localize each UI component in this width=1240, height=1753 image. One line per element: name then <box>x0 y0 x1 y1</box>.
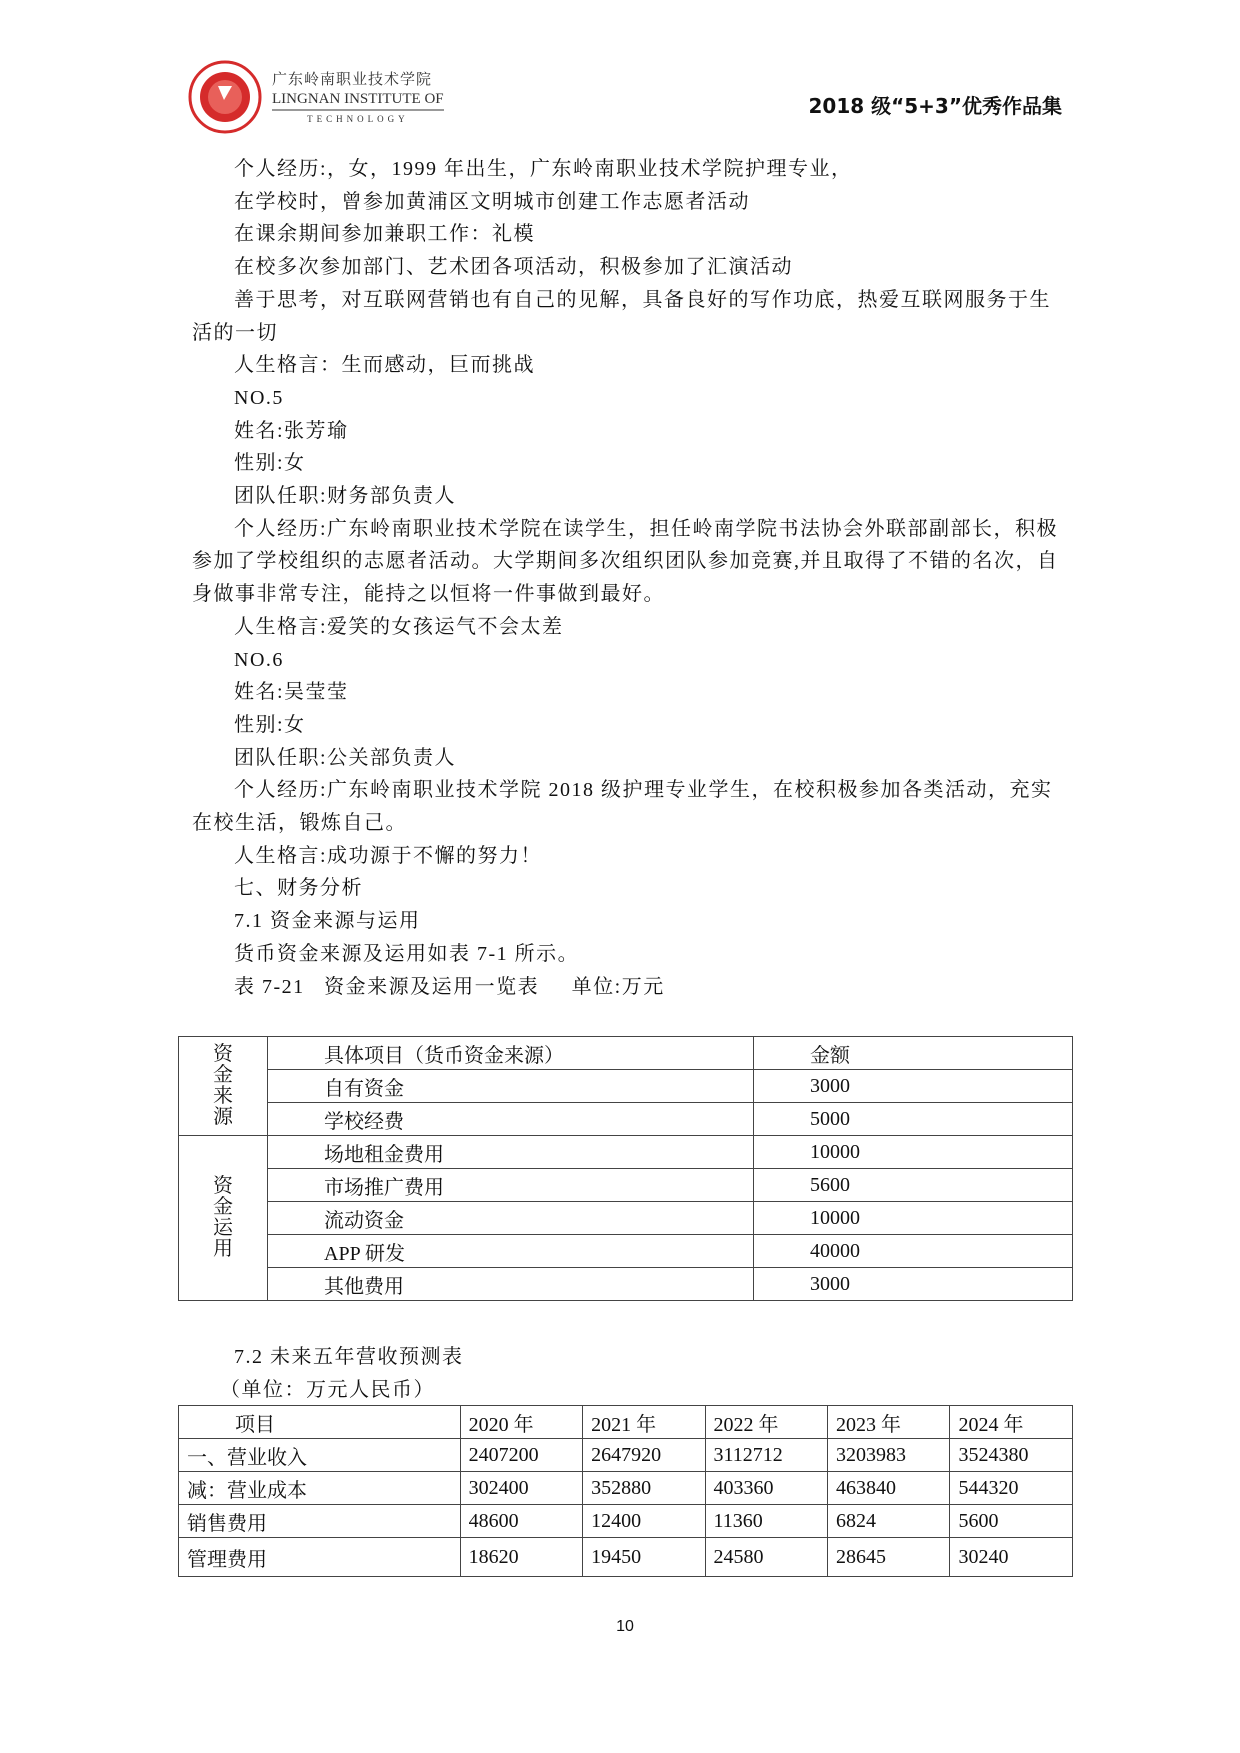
table-cell: 2407200 <box>460 1439 582 1472</box>
table-row <box>179 1070 1073 1103</box>
institute-name-cn: 广东岭南职业技术学院 <box>272 70 433 88</box>
paragraph: 团队任职:公关部负责人 <box>234 746 457 769</box>
table-cell: 544320 <box>950 1472 1073 1505</box>
table-header-cell: 2022 年 <box>705 1406 827 1439</box>
table-cell: 10000 <box>754 1202 1073 1235</box>
paragraph: 人生格言:爱笑的女孩运气不会太差 <box>234 615 564 638</box>
table-cell: 302400 <box>460 1472 582 1505</box>
table-header-cell: 具体项目（货币资金来源） <box>268 1037 754 1070</box>
paragraph: 个人经历:，女，1999 年出生，广东岭南职业技术学院护理专业， <box>234 158 853 180</box>
table-cell: 403360 <box>705 1472 827 1505</box>
table-cell: 3112712 <box>705 1439 827 1472</box>
paragraph: 个人经历:广东岭南职业技术学院在读学生，担任岭南学院书法协会外联部副部长，积极参加了学校组织的志愿者活动。大学期间多次组织团队参加竞赛,并且取得了不错的名次，自身做事非常专注，能持之以恒将一件事做到最好。 <box>192 517 1059 606</box>
revenue-forecast-table <box>178 1405 1073 1577</box>
institute-name <box>272 68 444 124</box>
table-header-cell: 2021 年 <box>583 1406 705 1439</box>
table-row <box>179 1268 1073 1301</box>
table-cell: 18620 <box>460 1538 582 1577</box>
paragraph: NO.6 <box>234 648 284 671</box>
header-title: 2018 级“5+3”优秀作品集 <box>808 94 1062 118</box>
paragraph: 性别:女 <box>234 713 306 736</box>
table-cell: 40000 <box>754 1235 1073 1268</box>
table-cell: 19450 <box>583 1538 705 1577</box>
institute-name-en: LINGNAN INSTITUTE OF <box>272 91 444 111</box>
table-cell: 28645 <box>828 1538 950 1577</box>
paragraph: 在校多次参加部门、艺术团各项活动，积极参加了汇演活动 <box>234 256 793 279</box>
table-cell: 2647920 <box>583 1439 705 1472</box>
table-cell: 24580 <box>705 1538 827 1577</box>
group-label-use <box>179 1136 268 1301</box>
table-row <box>179 1538 1073 1577</box>
table-row <box>179 1202 1073 1235</box>
table-header-cell: 2023 年 <box>828 1406 950 1439</box>
table-cell: 流动资金 <box>268 1202 754 1235</box>
table-cell: 场地租金费用 <box>268 1136 754 1169</box>
subsection-heading: 7.1 资金来源与运用 <box>234 910 421 933</box>
subsection-heading-7-2: 7.2 未来五年营收预测表 <box>234 1346 464 1368</box>
table-cell: 其他费用 <box>268 1268 754 1301</box>
group-label-source <box>179 1037 268 1136</box>
table-row <box>179 1103 1073 1136</box>
table-cell: 销售费用 <box>179 1505 461 1538</box>
group-source-text: 资金来源 <box>213 1043 233 1128</box>
table-cell: 市场推广费用 <box>268 1169 754 1202</box>
document-body <box>192 153 1062 1003</box>
table-cell: 463840 <box>828 1472 950 1505</box>
table-row <box>179 1505 1073 1538</box>
table-cell: 3000 <box>754 1070 1073 1103</box>
page-number: 10 <box>616 1618 634 1635</box>
paragraph: 姓名:张芳瑜 <box>234 419 349 442</box>
table-cell: 管理费用 <box>179 1538 461 1577</box>
table-cell: 5000 <box>754 1103 1073 1136</box>
section-heading: 七、财务分析 <box>234 877 363 900</box>
table-cell: 5600 <box>754 1169 1073 1202</box>
paragraph: 在课余期间参加兼职工作：礼模 <box>234 223 535 246</box>
table-cell: 一、营业收入 <box>179 1439 461 1472</box>
table-cell: 3524380 <box>950 1439 1073 1472</box>
table-cell: 5600 <box>950 1505 1073 1538</box>
table-cell: 3203983 <box>828 1439 950 1472</box>
institute-logo <box>188 60 262 134</box>
table-header-cell: 2020 年 <box>460 1406 582 1439</box>
table-cell: APP 研发 <box>268 1235 754 1268</box>
paragraph: 性别:女 <box>234 452 306 475</box>
paragraph: 个人经历:广东岭南职业技术学院 2018 级护理专业学生，在校积极参加各类活动，充实在校生活，锻炼自己。 <box>192 779 1053 835</box>
table-row <box>179 1169 1073 1202</box>
paragraph: 货币资金来源及运用如表 7-1 所示。 <box>234 942 580 965</box>
table-header-cell: 金额 <box>754 1037 1073 1070</box>
table-header-cell: 项目 <box>179 1406 461 1439</box>
table-cell: 自有资金 <box>268 1070 754 1103</box>
table-row <box>179 1439 1073 1472</box>
table-cell: 12400 <box>583 1505 705 1538</box>
table-row <box>179 1235 1073 1268</box>
table-cell: 30240 <box>950 1538 1073 1577</box>
institute-name-en-2: TECHNOLOGY <box>307 114 409 124</box>
table-cell: 352880 <box>583 1472 705 1505</box>
table-cell: 6824 <box>828 1505 950 1538</box>
table-cell: 48600 <box>460 1505 582 1538</box>
unit-note: （单位：万元人民币） <box>220 1379 435 1401</box>
table-row <box>179 1472 1073 1505</box>
table-header-row <box>179 1406 1073 1439</box>
table-row <box>179 1136 1073 1169</box>
table-cell: 3000 <box>754 1268 1073 1301</box>
paragraph: 在学校时，曾参加黄浦区文明城市创建工作志愿者活动 <box>234 190 750 213</box>
paragraph: 团队任职:财务部负责人 <box>234 485 457 508</box>
paragraph: 姓名:吴莹莹 <box>234 681 349 704</box>
paragraph: NO.5 <box>234 386 284 409</box>
table-row <box>179 1037 1073 1070</box>
table-caption: 表 7-21 资金来源及运用一览表 单位:万元 <box>234 975 665 998</box>
table-cell: 减：营业成本 <box>179 1472 461 1505</box>
table-cell: 11360 <box>705 1505 827 1538</box>
paragraph: 人生格言:成功源于不懈的努力！ <box>234 844 543 867</box>
funds-table <box>178 1036 1073 1301</box>
group-use-text: 资金运用 <box>213 1175 233 1260</box>
paragraph: 善于思考，对互联网营销也有自己的见解，具备良好的写作功底，热爱互联网服务于生活的一切 <box>192 288 1051 344</box>
paragraph: 人生格言：生而感动，巨而挑战 <box>234 354 535 377</box>
table-cell: 10000 <box>754 1136 1073 1169</box>
table-cell: 学校经费 <box>268 1103 754 1136</box>
table-header-cell: 2024 年 <box>950 1406 1073 1439</box>
